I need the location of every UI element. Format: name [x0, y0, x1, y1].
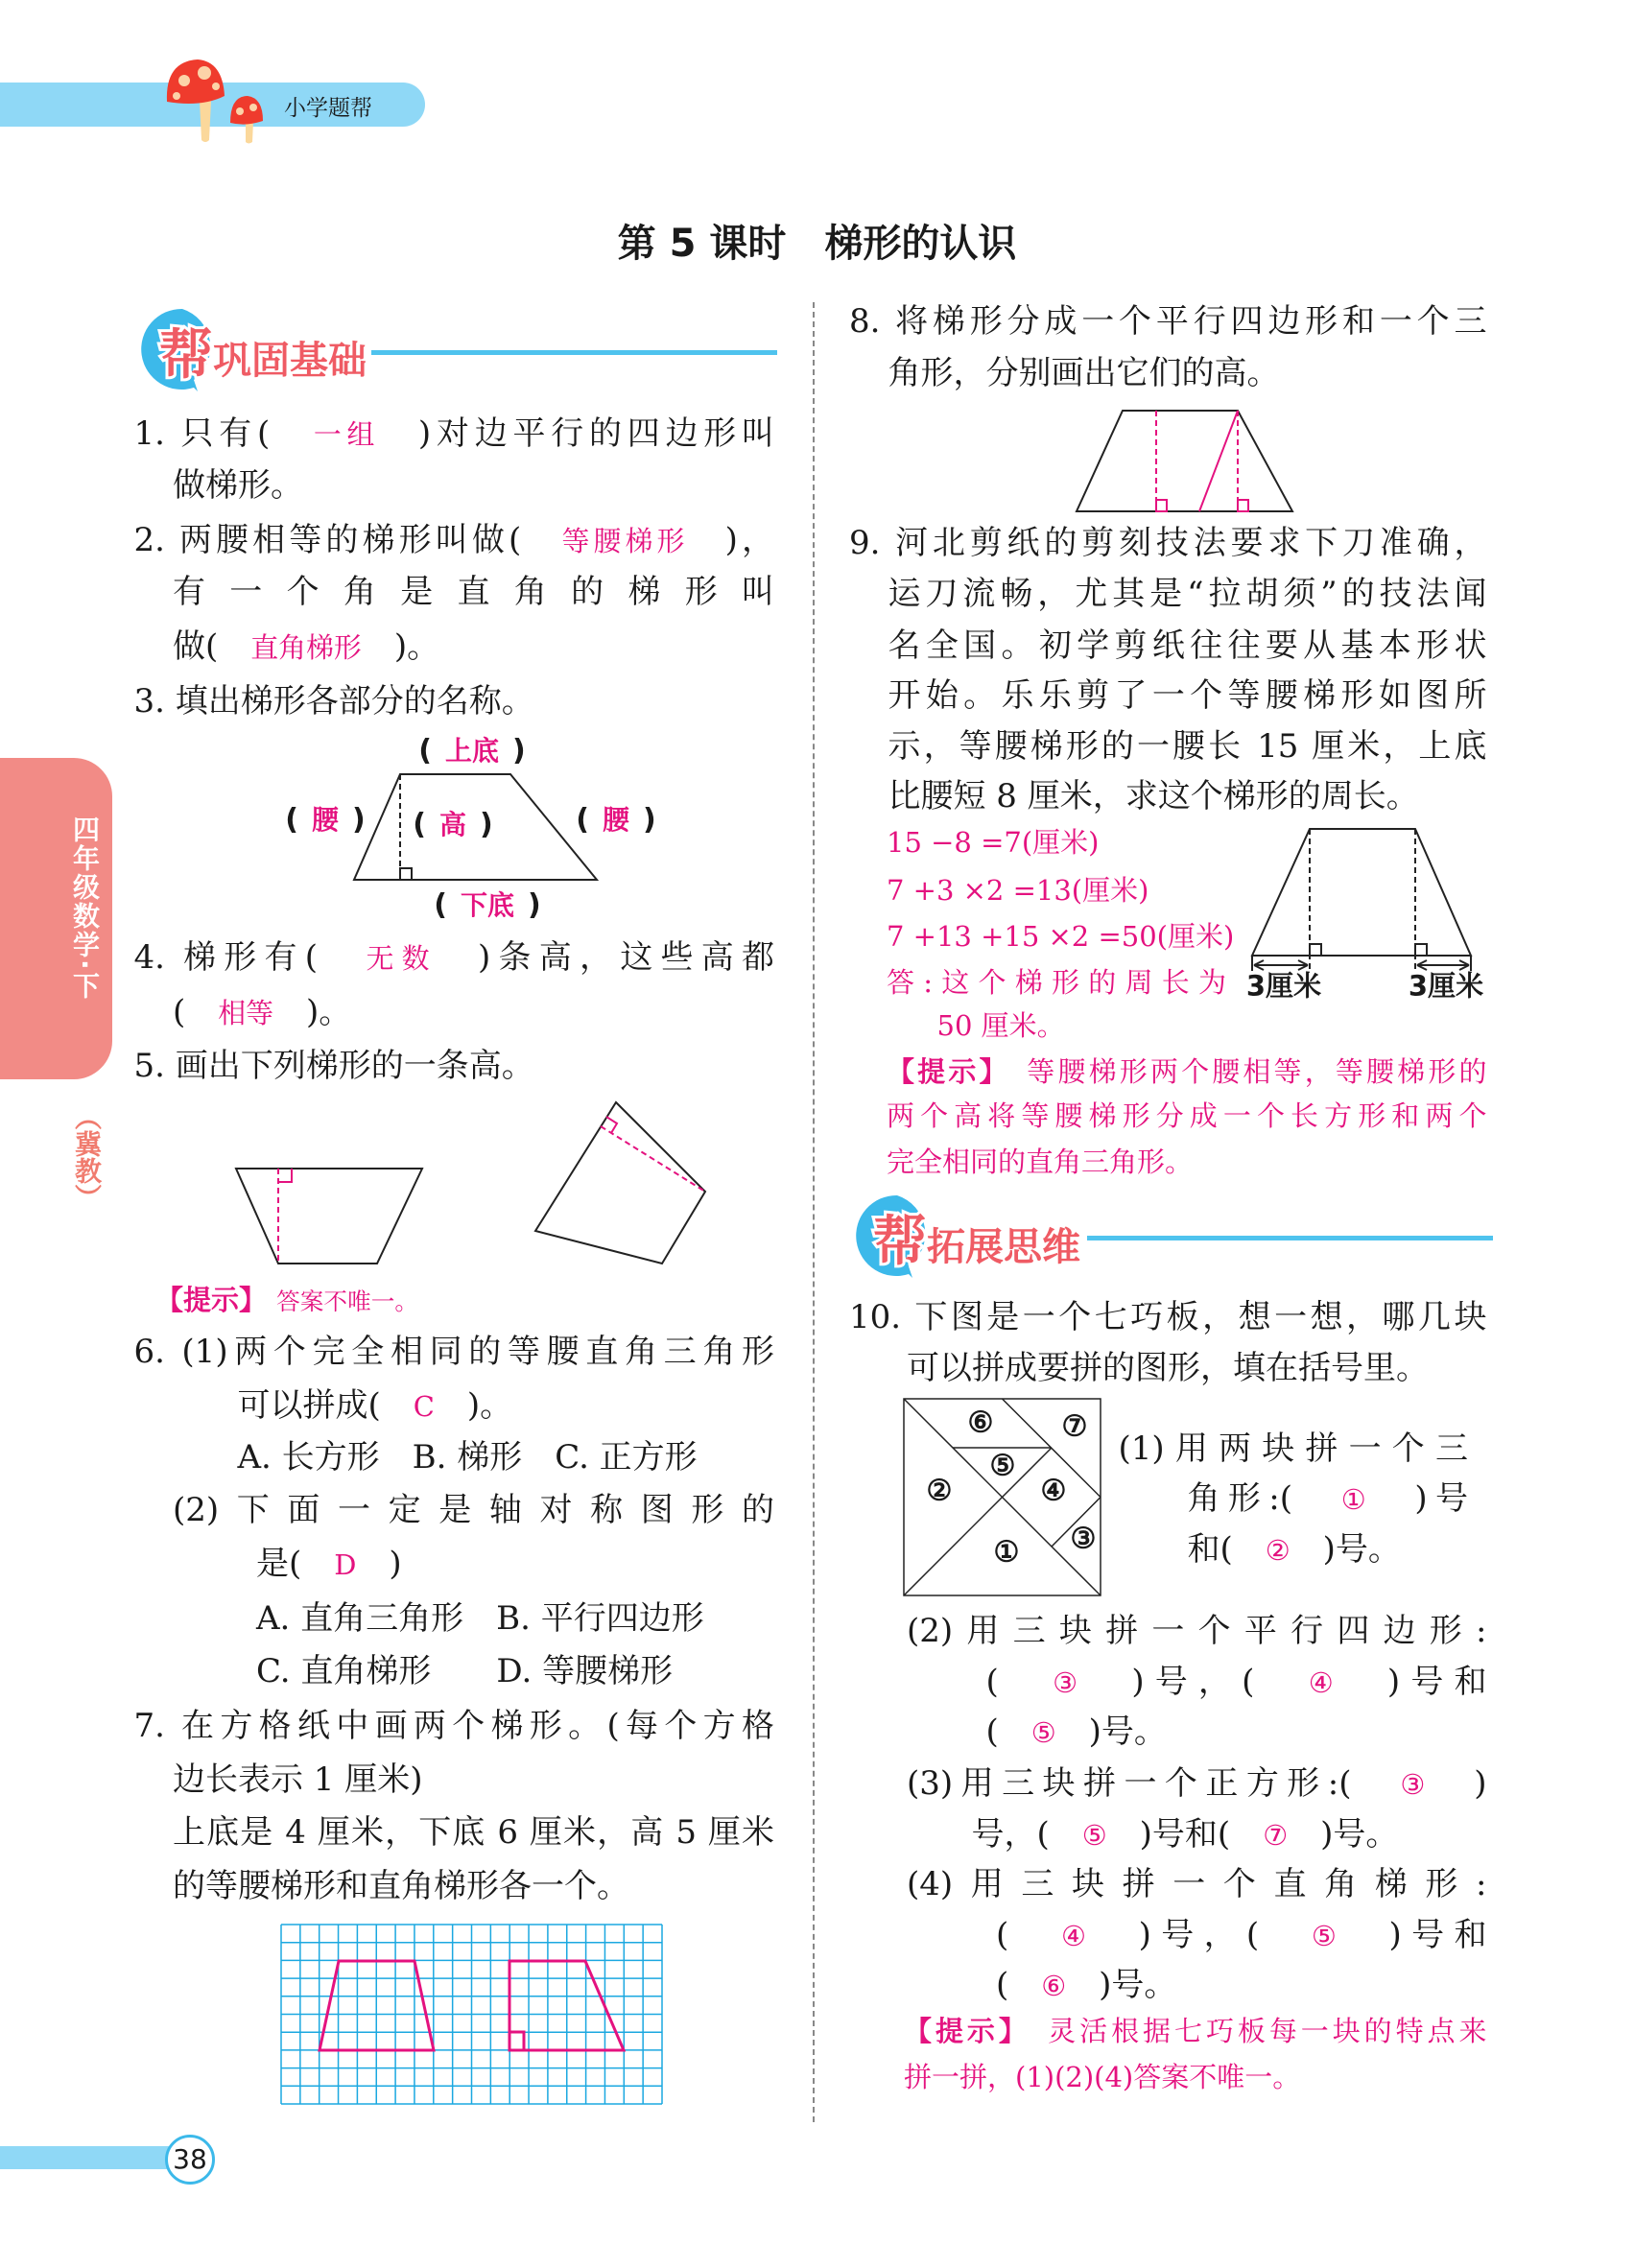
answer-text: C: [413, 1389, 435, 1423]
text-line: [887, 962, 1226, 1003]
answer-right-leg: 腰: [602, 804, 630, 836]
answer-text: ⑤: [1081, 1818, 1107, 1852]
question-text: 1. 只有(: [133, 414, 314, 453]
answer-height: 高: [438, 809, 467, 840]
question-text: ): [356, 1544, 402, 1583]
text-line: [887, 916, 1234, 957]
solution-text: 拼一拼，(1)(2)(4)答案不唯一。: [904, 2061, 1301, 2093]
page-title: 第 5 课时 梯形的认识: [617, 222, 1017, 266]
answer-text: ④: [1308, 1666, 1344, 1699]
question-text: 角形:(: [1187, 1479, 1341, 1518]
question-text: 5. 画出下列梯形的一条高。: [133, 1046, 534, 1085]
question-text: )，: [688, 521, 775, 559]
question-text: )号，(: [1096, 1915, 1312, 1954]
section-label: 巩固基础: [213, 339, 367, 383]
paren: (: [434, 888, 447, 922]
question-text: )号。: [1288, 1814, 1399, 1854]
paren: (: [413, 808, 426, 841]
text-line: [134, 681, 534, 721]
question-text: 可以拼成(: [237, 1385, 414, 1425]
question-text: 上底是 4 厘米，下底 6 厘米，高 5 厘米: [173, 1813, 774, 1852]
label-left-leg: [285, 799, 365, 838]
solution-text: 15 −8 =7(厘米): [887, 826, 1100, 859]
section-mark: 帮: [159, 324, 213, 387]
text-line: [887, 1051, 1487, 1092]
text-line: [888, 726, 1487, 767]
paren: ): [643, 803, 656, 837]
question-text: 7. 在方格纸中画两个梯形。(每个方格: [133, 1707, 774, 1745]
text-line: [888, 353, 1280, 393]
paren: (: [418, 734, 432, 768]
text-line: [904, 2011, 1487, 2051]
label-top-base: [418, 730, 525, 768]
question-text: (1)用两块拼一个三: [1118, 1429, 1468, 1468]
text-line: [937, 1005, 1065, 1046]
text-line: [996, 1915, 1487, 1956]
question-text: 比腰短 8 厘米，求这个梯形的周长。: [888, 777, 1419, 815]
text-line: [134, 1706, 775, 1746]
paren: ): [480, 808, 493, 841]
answer-text: ⑥: [1041, 1970, 1067, 2002]
answer-text: ③: [1053, 1666, 1089, 1699]
text-line: [173, 1490, 774, 1530]
question-text: )号和(: [1106, 1814, 1264, 1854]
question-text: )号和: [1343, 1662, 1487, 1701]
solution-text: 灵活根据七巧板每一块的特点来: [1016, 2015, 1487, 2047]
text-line: [986, 1662, 1487, 1703]
q9-label-left: 3厘米: [1245, 969, 1322, 1003]
question-text: 和(: [1187, 1529, 1266, 1569]
text-line: [972, 1814, 1399, 1855]
answer-text: 相等: [218, 997, 274, 1029]
text-line: [849, 301, 1487, 342]
answer-text: 一组: [313, 418, 381, 451]
answer-text: 等腰梯形: [561, 525, 689, 557]
text-line: [173, 1760, 423, 1800]
edition-label: （冀教）: [71, 1103, 103, 1211]
solution-text: 等腰梯形两个腰相等，等腰梯形的: [996, 1054, 1487, 1088]
text-line: [904, 2057, 1300, 2097]
page-number: 38: [165, 2135, 215, 2185]
answer-text: ①: [1340, 1483, 1374, 1516]
question-text: 8. 将梯形分成一个平行四边形和一个三: [849, 302, 1487, 341]
question-text: (4)用三块拼一个直角梯形:: [907, 1865, 1487, 1903]
text-line: [888, 574, 1487, 614]
text-line: [907, 1611, 1487, 1651]
answer-text: ②: [1265, 1533, 1291, 1567]
question-text: A. 长方形 B. 梯形 C. 正方形: [237, 1437, 698, 1477]
question-text: )。: [434, 1385, 513, 1425]
question-text: 名全国。初学剪纸往往要从基本形状: [888, 626, 1487, 665]
text-line: [134, 1332, 775, 1372]
answer-text: ③: [1400, 1768, 1433, 1801]
text-line: [907, 1763, 1487, 1805]
text-line: [986, 1712, 1167, 1753]
hint-label: 【提示】: [904, 2015, 1017, 2047]
label-height: [413, 804, 492, 842]
text-line: [238, 1385, 513, 1427]
text-line: [1188, 1529, 1401, 1571]
text-line: [134, 520, 775, 561]
question-text: )号和: [1346, 1915, 1487, 1954]
hint-label: 【提示】: [887, 1054, 997, 1088]
text-line: [1119, 1429, 1469, 1469]
hint-label: 【提示】: [155, 1284, 253, 1316]
text-line: [887, 1142, 1193, 1182]
text-line: [1188, 1478, 1469, 1520]
text-line: [849, 1297, 1487, 1337]
question-text: A. 直角三角形 B. 平行四边形: [256, 1598, 704, 1638]
text-line: [256, 1544, 402, 1585]
question-text: 10. 下图是一个七巧板，想一想，哪几块: [849, 1298, 1487, 1336]
text-line: [887, 870, 1149, 910]
solution-text: 7 +3 ×2 =13(厘米): [887, 873, 1149, 907]
paren: ): [528, 888, 541, 922]
paren: (: [576, 803, 589, 837]
q8-trapezoid: [1077, 411, 1292, 511]
tangram-piece-3: ③: [1070, 1522, 1097, 1556]
answer-text: ⑤: [1311, 1919, 1347, 1952]
question-text: 边长表示 1 厘米): [173, 1760, 423, 1799]
text-line: [888, 626, 1487, 666]
question-text: C. 直角梯形 D. 等腰梯形: [256, 1652, 674, 1690]
grade-label: 四年级数学·下: [69, 815, 101, 1001]
text-line: [173, 626, 439, 668]
question-text: 是(: [256, 1544, 335, 1583]
question-text: 的等腰梯形和直角梯形各一个。: [173, 1866, 629, 1905]
paren: ): [352, 803, 366, 837]
solution-text: 50 厘米。: [936, 1008, 1065, 1042]
answer-text: D: [334, 1547, 357, 1581]
q9-label-right: 3厘米: [1408, 969, 1484, 1003]
question-text: 做梯形。: [173, 466, 303, 505]
q9-trapezoid: [1252, 829, 1471, 971]
question-text: 角形，分别画出它们的高。: [888, 354, 1280, 392]
text-line: [134, 413, 775, 455]
question-text: )号，(: [1088, 1662, 1309, 1701]
text-line: [887, 1096, 1487, 1136]
q5-trapezoid-b: [535, 1102, 705, 1264]
answer-text: 直角梯形: [250, 631, 362, 664]
question-text: )号。: [1055, 1713, 1167, 1751]
question-text: (: [173, 993, 219, 1031]
question-text: 2. 两腰相等的梯形叫做(: [133, 521, 562, 559]
question-text: )号。: [1066, 1966, 1177, 2004]
text-line: [996, 1965, 1176, 2006]
footer-bar: [0, 2146, 173, 2169]
brand-name: 小学题帮: [284, 96, 372, 121]
grid-paper: [281, 1925, 662, 2104]
question-text: (: [985, 1713, 1031, 1751]
question-text: 可以拼成要拼的图形，填在括号里。: [907, 1348, 1429, 1387]
tangram-piece-4: ④: [1040, 1474, 1067, 1508]
question-text: (: [985, 1662, 1054, 1701]
question-text: 9. 河北剪纸的剪刻技法要求下刀准确，: [849, 524, 1487, 562]
solution-text: 两个高将等腰梯形分成一个长方形和两个: [887, 1099, 1487, 1132]
text-line: [887, 822, 1099, 862]
question-text: (: [996, 1966, 1042, 2004]
text-line: [888, 675, 1487, 716]
paren: (: [285, 803, 298, 837]
text-line: [256, 1598, 704, 1639]
question-text: 示，等腰梯形的一腰长 15 厘米，上底: [888, 726, 1487, 766]
question-text: 6. (1)两个完全相同的等腰直角三角形: [133, 1333, 774, 1371]
text-line: [888, 776, 1419, 816]
question-text: )。: [273, 993, 352, 1031]
section-mark: 帮: [873, 1211, 927, 1273]
paren: ): [512, 734, 526, 768]
tangram-piece-7: ⑦: [1061, 1409, 1088, 1444]
answer-left-leg: 腰: [311, 804, 340, 836]
answer-bottom-base: 下底: [460, 889, 515, 921]
solution-text: 7 +13 +15 ×2 =50(厘米): [887, 919, 1235, 953]
question-text: 运刀流畅，尤其是“拉胡须”的技法闻: [888, 574, 1487, 613]
answer-text: ④: [1060, 1919, 1097, 1952]
question-text: (: [996, 1915, 1061, 1954]
text-line: [238, 1437, 698, 1477]
q5-trapezoid-a: [236, 1169, 422, 1264]
text-line: [907, 1348, 1429, 1388]
label-right-leg: [576, 799, 655, 838]
text-line: [173, 1812, 774, 1853]
question-text: 4. 梯形有(: [133, 938, 367, 977]
text-line: [173, 1866, 629, 1906]
tangram-piece-5: ⑤: [989, 1449, 1016, 1483]
question-text: (2)用三块拼一个平行四边形:: [907, 1612, 1487, 1650]
solution-text: 完全相同的直角三角形。: [887, 1146, 1194, 1178]
question-text: )号: [1373, 1479, 1468, 1518]
section-label: 拓展思维: [927, 1225, 1080, 1269]
question-text: (3)用三块拼一个正方形:(: [907, 1764, 1401, 1803]
text-line: [134, 937, 775, 979]
text-line: [256, 1651, 673, 1691]
question-text: 号，(: [971, 1814, 1082, 1854]
question-text: 开始。乐乐剪了一个等腰梯形如图所: [888, 676, 1487, 715]
text-line: [173, 465, 303, 506]
text-line: [907, 1864, 1487, 1904]
text-line: [849, 523, 1487, 563]
answer-text: 答案不唯一。: [252, 1288, 418, 1315]
answer-text: ⑤: [1030, 1716, 1056, 1749]
question-text: )号。: [1290, 1529, 1401, 1569]
text-line: [155, 1280, 418, 1322]
answer-top-base: 上底: [444, 735, 500, 767]
question-text: )。: [361, 627, 440, 666]
question-text: )对边平行的四边形叫: [380, 414, 775, 453]
label-bottom-base: [434, 885, 540, 923]
answer-text: 无数: [366, 942, 438, 975]
text-line: [173, 572, 774, 612]
tangram-piece-6: ⑥: [967, 1406, 994, 1440]
answer-text: ⑦: [1263, 1818, 1289, 1852]
text-line: [134, 1046, 534, 1086]
tangram-piece-1: ①: [993, 1535, 1020, 1570]
question-text: 有一个角是直角的梯形叫: [173, 573, 774, 611]
text-line: [173, 992, 351, 1033]
solution-text: 答:这个梯形的周长为: [887, 965, 1226, 999]
question-text: )条高，这些高都: [437, 938, 775, 977]
question-text: 3. 填出梯形各部分的名称。: [133, 682, 534, 721]
tangram-piece-2: ②: [926, 1474, 953, 1508]
question-text: ): [1433, 1764, 1487, 1803]
question-text: (2)下面一定是轴对称图形的: [173, 1491, 774, 1529]
question-text: 做(: [173, 627, 251, 666]
